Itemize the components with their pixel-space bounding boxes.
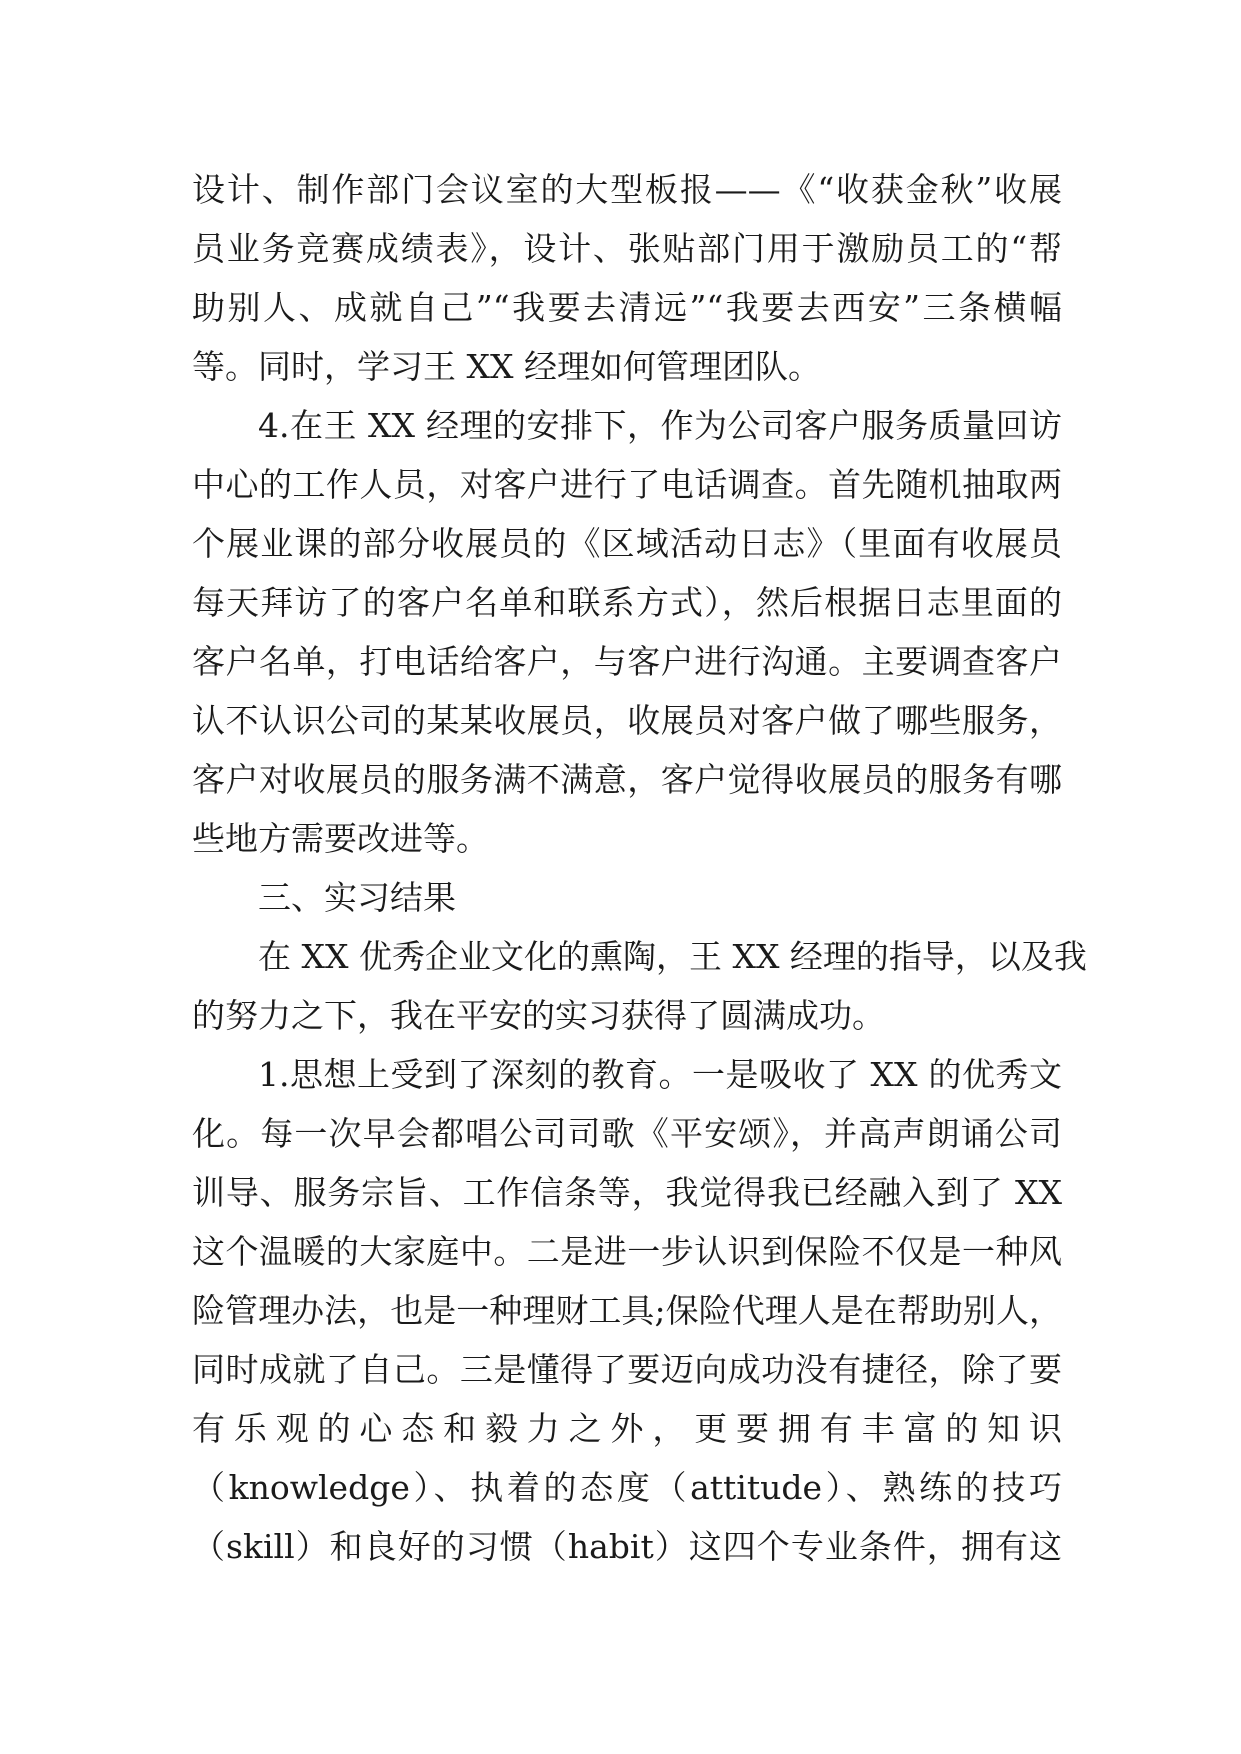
text-line: 化。每一次早会都唱公司司歌《平安颂》，并高声朗诵公司	[192, 1114, 1062, 1153]
text-line: （skill）和良好的习惯（habit）这四个专业条件，拥有这	[192, 1527, 1062, 1566]
text-line: 助别人、成就自己”“我要去清远”“我要去西安”三条横幅	[192, 288, 1062, 327]
text-line: 认不认识公司的某某收展员，收展员对客户做了哪些服务，	[192, 701, 1062, 740]
text-line: 员业务竞赛成绩表》，设计、张贴部门用于激励员工的“帮	[192, 229, 1062, 268]
text-line: 4.在王 XX 经理的安排下，作为公司客户服务质量回访	[258, 406, 1062, 445]
body-text	[192, 160, 1087, 1576]
text-line: （knowledge）、执着的态度（attitude）、熟练的技巧	[192, 1468, 1062, 1507]
text-line: 这个温暖的大家庭中。二是进一步认识到保险不仅是一种风	[192, 1232, 1062, 1271]
text-line: 1.思想上受到了深刻的教育。一是吸收了 XX 的优秀文	[258, 1055, 1062, 1094]
text-line: 些地方需要改进等。	[192, 819, 489, 858]
text-line: 险管理办法，也是一种理财工具;保险代理人是在帮助别人，	[192, 1291, 1062, 1330]
text-line: 有乐观的心态和毅力之外，更要拥有丰富的知识	[192, 1409, 1062, 1448]
text-line: 在 XX 优秀企业文化的熏陶，王 XX 经理的指导，以及我	[258, 937, 1087, 976]
text-line: 同时成就了自己。三是懂得了要迈向成功没有捷径，除了要	[192, 1350, 1062, 1389]
text-line: 等。同时，学习王 XX 经理如何管理团队。	[192, 347, 821, 386]
text-line: 的努力之下，我在平安的实习获得了圆满成功。	[192, 996, 885, 1035]
text-line: 个展业课的部分收展员的《区域活动日志》（里面有收展员	[192, 524, 1062, 563]
text-line: 每天拜访了的客户名单和联系方式），然后根据日志里面的	[192, 583, 1062, 622]
text-line: 中心的工作人员，对客户进行了电话调查。首先随机抽取两	[192, 465, 1062, 504]
text-line: 训导、服务宗旨、工作信条等，我觉得我已经融入到了 XX	[192, 1173, 1062, 1212]
text-line: 三、实习结果	[258, 878, 456, 917]
text-line: 设计、制作部门会议室的大型板报——《“收获金秋”收展	[192, 170, 1062, 209]
text-line: 客户名单，打电话给客户，与客户进行沟通。主要调查客户	[192, 642, 1062, 681]
text-line: 客户对收展员的服务满不满意，客户觉得收展员的服务有哪	[192, 760, 1062, 799]
